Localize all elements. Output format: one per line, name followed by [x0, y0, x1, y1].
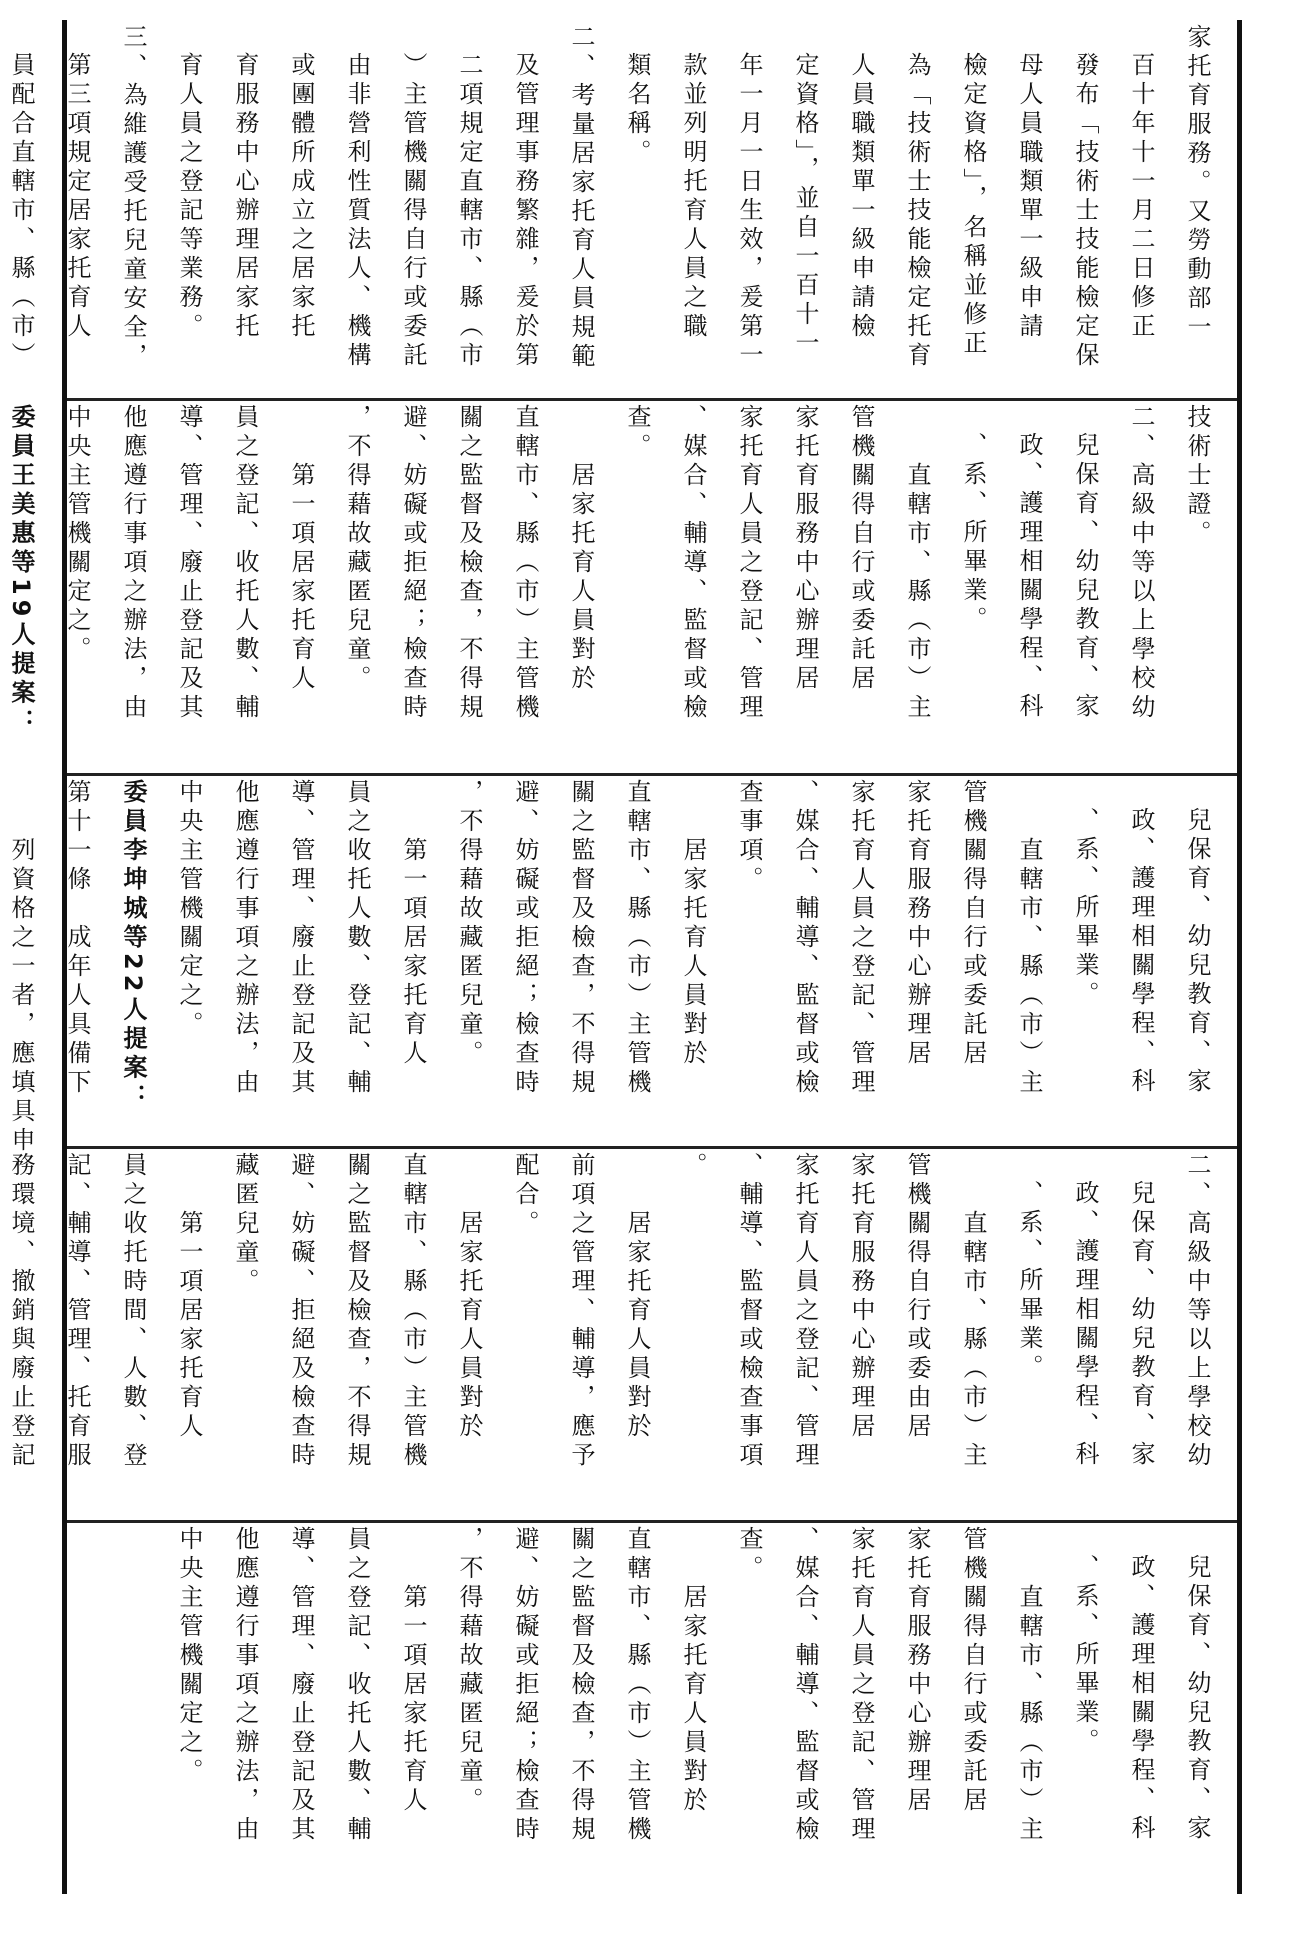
- text-column: 管機關得自行或委託居: [847, 404, 875, 694]
- text-column: 管機關得自行或委由居: [903, 1152, 931, 1442]
- text-column: 導、管理、廢止登記及其: [287, 1526, 315, 1845]
- text-column: 第十一條 成年人具備下: [63, 779, 91, 1098]
- text-column: 直轄市、縣（市）主管機: [623, 779, 651, 1098]
- text-column: 、系、所畢業。: [1015, 1180, 1043, 1383]
- text-column: 、輔導、監督或檢查事項: [735, 1152, 763, 1471]
- text-column: 直轄市、縣（市）主: [959, 1210, 987, 1471]
- text-column: 務環境、撤銷與廢止登記: [7, 1152, 35, 1471]
- text-column: 列資格之一者，應填具申: [7, 837, 35, 1156]
- text-column: ）主管機關得自行或委託: [399, 52, 427, 371]
- text-column: 二、高級中等以上學校幼: [1127, 404, 1155, 723]
- text-column: 由非營利性質法人、機構: [343, 52, 371, 371]
- section-band-2: [7, 404, 1225, 769]
- text-column: 家托育服務中心辦理居: [791, 404, 819, 694]
- text-column: 查事項。: [735, 779, 763, 895]
- text-column: 直轄市、縣（市）主管機: [399, 1152, 427, 1471]
- text-column: 、媒合、輔導、監督或檢: [791, 1526, 819, 1845]
- text-column: 類名稱。: [623, 52, 651, 168]
- text-column: 關之監督及檢查，不得規: [343, 1152, 371, 1471]
- text-column: 居家托育人員對於: [567, 462, 595, 694]
- text-column: 、系、所畢業。: [959, 432, 987, 635]
- text-column: 兒保育、幼兒教育、家: [1183, 807, 1211, 1097]
- text-column: 直轄市、縣（市）主管機: [623, 1526, 651, 1845]
- text-column: 款並列明托育人員之職: [679, 52, 707, 342]
- text-column: 、媒合、輔導、監督或檢: [791, 779, 819, 1098]
- text-column: 年一月一日生效，爰第一: [735, 52, 763, 371]
- text-column: 居家托育人員對於: [679, 1584, 707, 1816]
- text-column: 兒保育、幼兒教育、家: [1071, 432, 1099, 722]
- text-column: 、系、所畢業。: [1071, 807, 1099, 1010]
- text-column: 管機關得自行或委託居: [959, 1526, 987, 1816]
- text-column: 中央主管機關定之。: [175, 1526, 203, 1787]
- text-column: 家托育服務中心辦理居: [903, 1526, 931, 1816]
- text-column: 員之收托時間、人數、登: [119, 1152, 147, 1471]
- text-column: 避、妨礙或拒絕；檢查時: [399, 404, 427, 723]
- text-column: 三、為維護受托兒童安全，: [119, 24, 147, 372]
- section-band-4: [7, 1152, 1225, 1516]
- text-column: 二項規定直轄市、縣（市: [455, 52, 483, 371]
- text-column: 導、管理、廢止登記及其: [175, 404, 203, 723]
- text-column: 他應遵行事項之辦法，由: [119, 404, 147, 723]
- text-column: 育服務中心辦理居家托: [231, 52, 259, 342]
- text-column: 中央主管機關定之。: [63, 404, 91, 665]
- text-column: 發布「技術士技能檢定保: [1071, 52, 1099, 371]
- text-column: 兒保育、幼兒教育、家: [1183, 1554, 1211, 1844]
- text-column: 政、護理相關學程、科: [1071, 1180, 1099, 1470]
- text-column: 育人員之登記等業務。: [175, 52, 203, 342]
- proposal-heading: 委員王美惠等19人提案：: [7, 404, 35, 738]
- text-column: 母人員職類單一級申請: [1015, 52, 1043, 342]
- text-column: 導、管理、廢止登記及其: [287, 779, 315, 1098]
- text-column: 居家托育人員對於: [455, 1210, 483, 1442]
- text-column: 、系、所畢業。: [1071, 1554, 1099, 1757]
- text-column: 技術士證。: [1183, 404, 1211, 549]
- text-column: 直轄市、縣（市）主: [1015, 1584, 1043, 1845]
- section-band-1: [7, 24, 1225, 394]
- text-column: 查。: [623, 404, 651, 462]
- text-column: 二、考量居家托育人員規範: [567, 24, 595, 372]
- text-column: 中央主管機關定之。: [175, 779, 203, 1040]
- text-column: 員之登記、收托人數、輔: [343, 1526, 371, 1845]
- text-column: 直轄市、縣（市）主: [1015, 837, 1043, 1098]
- text-column: 家托育服務中心辦理居: [903, 779, 931, 1069]
- band-divider-1: [67, 398, 1237, 401]
- text-column: 檢定資格」，名稱並修正: [959, 52, 987, 359]
- text-column: 家托育人員之登記、管理: [847, 1526, 875, 1845]
- section-band-5: [75, 1526, 1225, 1890]
- text-column: 記、輔導、管理、托育服: [63, 1152, 91, 1471]
- text-column: 藏匿兒童。: [231, 1152, 259, 1297]
- text-column: 員配合直轄市、縣（市）: [7, 52, 35, 371]
- text-column: 避、妨礙或拒絕；檢查時: [511, 779, 539, 1098]
- text-column: 家托育人員之登記、管理: [847, 779, 875, 1098]
- band-divider-4: [67, 1520, 1237, 1523]
- text-column: 關之監督及檢查，不得規: [455, 404, 483, 723]
- text-column: 二、高級中等以上學校幼: [1183, 1152, 1211, 1471]
- text-column: 及管理事務繁雜，爰於第: [511, 52, 539, 371]
- text-column: 直轄市、縣（市）主管機: [511, 404, 539, 723]
- text-column: 第一項居家托育人: [399, 1584, 427, 1816]
- proposal-heading: 委員李坤城等22人提案：: [119, 779, 147, 1113]
- text-column: 定資格」，並自一百十一: [791, 52, 819, 359]
- text-column: 管機關得自行或委託居: [959, 779, 987, 1069]
- text-column: 他應遵行事項之辦法，由: [231, 1526, 259, 1845]
- text-column: 政、護理相關學程、科: [1127, 1554, 1155, 1844]
- text-column: ，不得藉故藏匿兒童。: [455, 779, 483, 1069]
- text-column: 、媒合、輔導、監督或檢: [679, 404, 707, 723]
- text-column: 員之登記、收托人數、輔: [231, 404, 259, 723]
- text-column: 人員職類單一級申請檢: [847, 52, 875, 342]
- text-column: 為「技術士技能檢定托育: [903, 52, 931, 371]
- text-column: 第一項居家托育人: [399, 837, 427, 1069]
- text-column: 避、妨礙或拒絕；檢查時: [511, 1526, 539, 1845]
- section-band-3: [7, 779, 1225, 1156]
- text-column: 第三項規定居家托育人: [63, 52, 91, 342]
- text-column: 居家托育人員對於: [679, 837, 707, 1069]
- page-rule-right: [1237, 20, 1242, 1894]
- text-column: 兒保育、幼兒教育、家: [1127, 1180, 1155, 1470]
- text-column: 家托育服務。又勞動部一: [1183, 24, 1211, 343]
- text-column: 百十年十一月二日修正: [1127, 52, 1155, 342]
- text-column: 關之監督及檢查，不得規: [567, 1526, 595, 1845]
- text-column: 或團體所成立之居家托: [287, 52, 315, 342]
- text-column: 配合。: [511, 1152, 539, 1239]
- text-column: 政、護理相關學程、科: [1015, 432, 1043, 722]
- text-column: 家托育服務中心辦理居: [847, 1152, 875, 1442]
- text-column: 員之收托人數、登記、輔: [343, 779, 371, 1098]
- text-column: 查。: [735, 1526, 763, 1584]
- text-column: 第一項居家托育人: [287, 462, 315, 694]
- band-divider-3: [67, 1146, 1237, 1149]
- text-column: ，不得藉故藏匿兒童。: [343, 404, 371, 694]
- text-column: 直轄市、縣（市）主: [903, 462, 931, 723]
- text-column: 家托育人員之登記、管理: [791, 1152, 819, 1471]
- text-column: 他應遵行事項之辦法，由: [231, 779, 259, 1098]
- text-column: 第一項居家托育人: [175, 1210, 203, 1442]
- band-divider-2: [67, 773, 1237, 776]
- text-column: 家托育人員之登記、管理: [735, 404, 763, 723]
- text-column: 居家托育人員對於: [623, 1210, 651, 1442]
- text-column: 前項之管理、輔導，應予: [567, 1152, 595, 1471]
- text-column: 避、妨礙、拒絕及檢查時: [287, 1152, 315, 1471]
- text-column: 關之監督及檢查，不得規: [567, 779, 595, 1098]
- text-column: 政、護理相關學程、科: [1127, 807, 1155, 1097]
- text-column: 。: [679, 1152, 707, 1181]
- text-column: ，不得藉故藏匿兒童。: [455, 1526, 483, 1816]
